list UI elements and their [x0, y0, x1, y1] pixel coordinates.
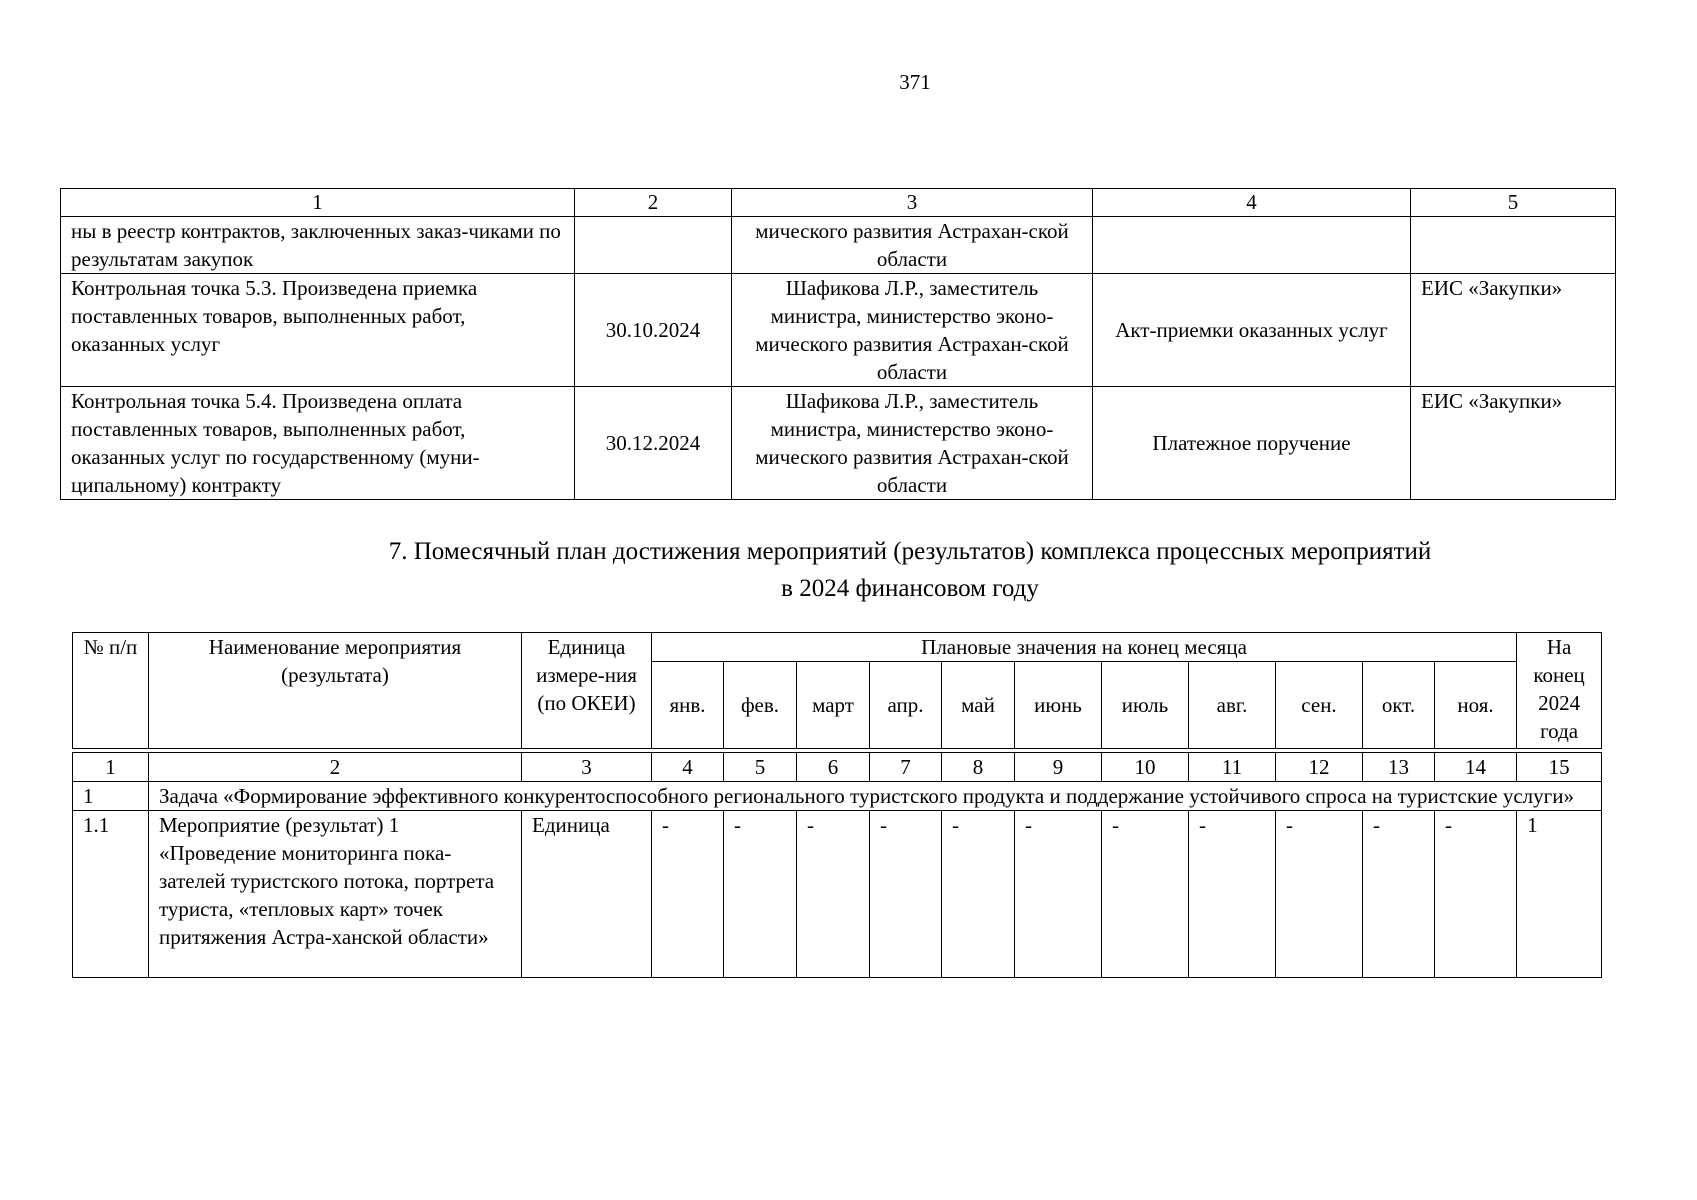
col-number: 15 [1517, 753, 1602, 782]
col-number: 4 [1093, 189, 1411, 217]
responsible-person: Шафикова Л.Р., заместитель министра, министерство эконо-мического развития Астрахан-ской области [732, 274, 1093, 387]
col-number: 13 [1363, 753, 1435, 782]
month-header: май [942, 662, 1015, 749]
month-value: - [652, 811, 724, 978]
col-number: 5 [1411, 189, 1616, 217]
month-value: - [1276, 811, 1363, 978]
table-row [61, 387, 1616, 500]
month-header: апр. [870, 662, 942, 749]
col-number: 12 [1276, 753, 1363, 782]
document-type: Платежное поручение [1093, 387, 1411, 500]
event-number: 1.1 [73, 811, 149, 978]
col-number: 4 [652, 753, 724, 782]
task-row [73, 782, 1602, 811]
col-number: 6 [797, 753, 870, 782]
month-value: - [1102, 811, 1189, 978]
section-title-line1: 7. Помесячный план достижения мероприятий (результатов) комплекса процессных мероприятий [388, 538, 1432, 565]
event-unit: Единица [522, 811, 652, 978]
section-title-line2: в 2024 финансовом году [781, 575, 1039, 602]
responsible-person: Шафикова Л.Р., заместитель министра, министерство эконо-мического развития Астрахан-ской области [732, 387, 1093, 500]
month-header: авг. [1189, 662, 1276, 749]
control-point-date: 30.10.2024 [575, 274, 732, 387]
col-number: 14 [1435, 753, 1517, 782]
month-header: сен. [1276, 662, 1363, 749]
month-value: - [870, 811, 942, 978]
col-number: 2 [575, 189, 732, 217]
control-point-date: 30.12.2024 [575, 387, 732, 500]
header-event-name: Наименование мероприятия (результата) [149, 633, 522, 749]
month-header: июль [1102, 662, 1189, 749]
col-number: 11 [1189, 753, 1276, 782]
col-number: 1 [61, 189, 575, 217]
col-number: 10 [1102, 753, 1189, 782]
section-title [280, 533, 1540, 607]
table-header-numbers [61, 189, 1616, 217]
month-value: - [1363, 811, 1435, 978]
table-header [73, 633, 1602, 662]
month-header: март [797, 662, 870, 749]
month-value: - [797, 811, 870, 978]
month-header: янв. [652, 662, 724, 749]
month-value: - [1435, 811, 1517, 978]
year-end-value: 1 [1517, 811, 1602, 978]
month-header: окт. [1363, 662, 1435, 749]
col-number: 8 [942, 753, 1015, 782]
col-number: 1 [73, 753, 149, 782]
header-year-end: На конец 2024 года [1517, 633, 1602, 749]
header-planned-values: Плановые значения на конец месяца [652, 633, 1517, 662]
table-header-numbers [73, 753, 1602, 782]
header-number: № п/п [73, 633, 149, 749]
responsible-person: мического развития Астрахан-ской области [732, 217, 1093, 274]
month-value: - [1189, 811, 1276, 978]
document-type: Акт-приемки оказанных услуг [1093, 274, 1411, 387]
table-row [61, 274, 1616, 387]
control-point-date [575, 217, 732, 274]
month-value: - [1015, 811, 1102, 978]
table-row [61, 217, 1616, 274]
event-name: Мероприятие (результат) 1 «Проведение мониторинга пока-зателей туристского потока, портрета туриста, «тепловых карт» точек притяжения Астра-ханской области» [149, 811, 522, 978]
month-header: фев. [724, 662, 797, 749]
col-number: 5 [724, 753, 797, 782]
col-number: 9 [1015, 753, 1102, 782]
task-number: 1 [73, 782, 149, 811]
task-description: Задача «Формирование эффективного конкурентоспособного регионального туристского продукта и поддержание устойчивого спроса на туристские услуги» [149, 782, 1602, 811]
control-point-description: Контрольная точка 5.4. Произведена оплата поставленных товаров, выполненных работ, оказанных услуг по государственному (муни-ципальному) контракту [61, 387, 575, 500]
info-system: ЕИС «Закупки» [1411, 387, 1616, 500]
event-row [73, 811, 1602, 978]
header-unit: Единица измере-ния (по ОКЕИ) [522, 633, 652, 749]
document-type [1093, 217, 1411, 274]
info-system [1411, 217, 1616, 274]
month-value: - [724, 811, 797, 978]
control-point-description: Контрольная точка 5.3. Произведена приемка поставленных товаров, выполненных работ, оказанных услуг [61, 274, 575, 387]
control-points-table [60, 188, 1616, 500]
col-number: 7 [870, 753, 942, 782]
col-number: 3 [522, 753, 652, 782]
control-point-description: ны в реестр контрактов, заключенных заказ-чиками по результатам закупок [61, 217, 575, 274]
page-number: 371 [899, 70, 931, 94]
col-number: 2 [149, 753, 522, 782]
info-system: ЕИС «Закупки» [1411, 274, 1616, 387]
col-number: 3 [732, 189, 1093, 217]
month-header: ноя. [1435, 662, 1517, 749]
monthly-plan-table [72, 632, 1602, 978]
month-value: - [942, 811, 1015, 978]
month-header: июнь [1015, 662, 1102, 749]
